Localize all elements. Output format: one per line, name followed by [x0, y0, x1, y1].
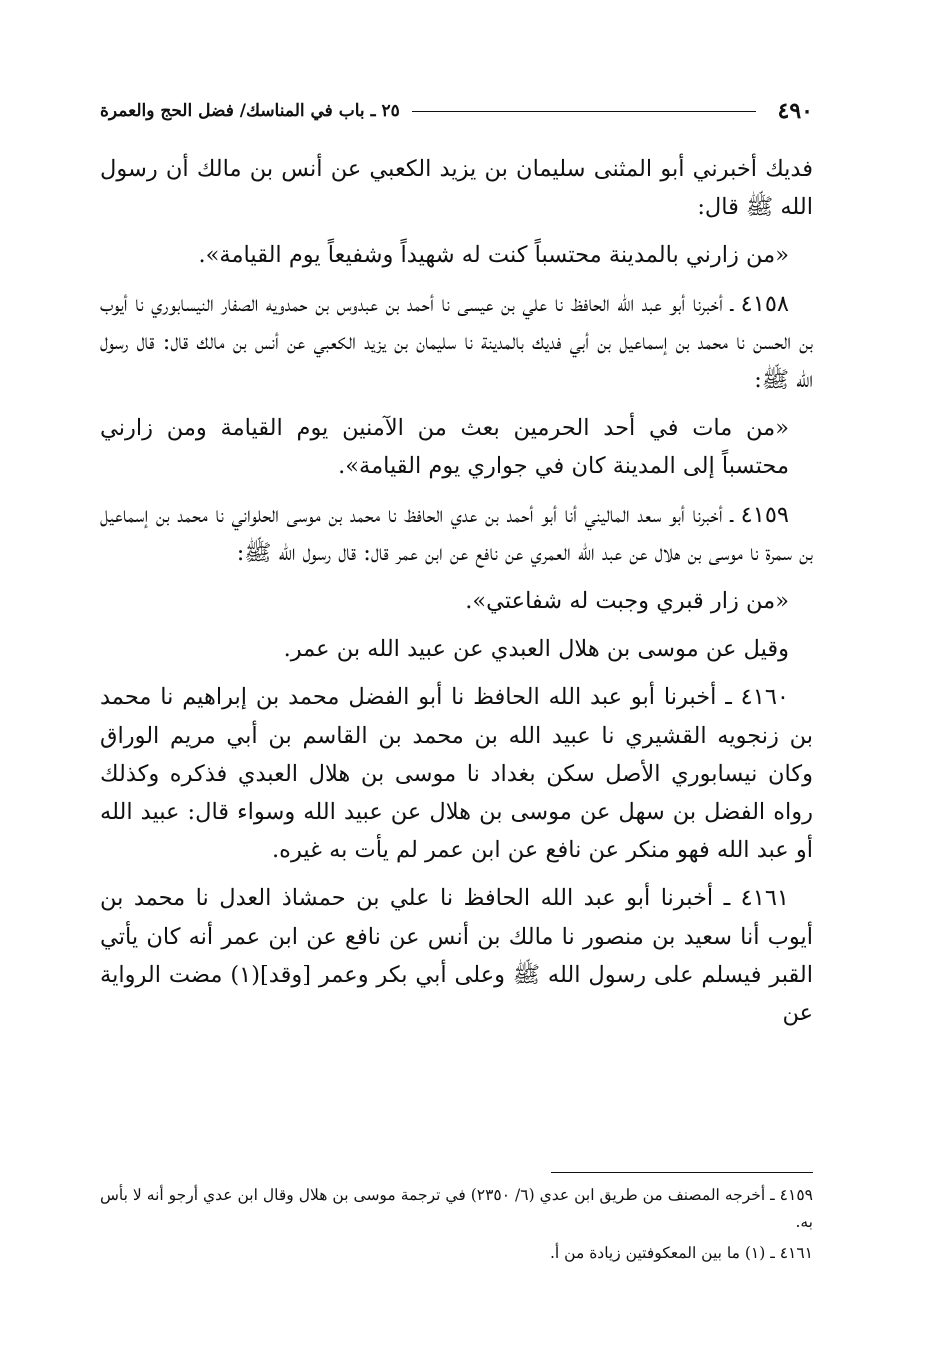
- footnotes: [100, 1182, 813, 1271]
- header-rule: [412, 111, 756, 112]
- page-number: ٤٩٠: [777, 98, 813, 124]
- footnote-divider: [551, 1172, 813, 1173]
- main-text: [100, 150, 813, 1042]
- narration-note: وقيل عن موسى بن هلال العبدي عن عبيد الله بن عمر.: [283, 636, 789, 663]
- hadith-4161: ٤١٦١ ـ أخبرنا أبو عبد الله الحافظ نا علي بن حمشاذ العدل نا محمد بن أيوب أنا سعيد بن منصور نا مالك بن أنس عن نافع عن ابن عمر أنه كان يأتي القبر فيسلم على رسول الله ﷺ وعلى أبي بكر وعمر [وقد](١) مضت الرواية عن: [100, 885, 813, 1027]
- footnote-4161: ٤١٦١ ـ (١) ما بين المعكوفتين زيادة من أ.: [550, 1244, 813, 1262]
- hadith-quote: «من مات في أحد الحرمين بعث من الآمنين يوم القيامة ومن زارني محتسباً إلى المدينة كان في جواري يوم القيامة».: [100, 415, 789, 480]
- hadith-quote: «من زارني بالمدينة محتسباً كنت له شهيداً وشفيعاً يوم القيامة».: [198, 242, 789, 269]
- paragraph-continuation: فديك أخبرني أبو المثنى سليمان بن يزيد الكعبي عن أنس بن مالك أن رسول الله ﷺ قال:: [100, 156, 813, 221]
- hadith-4159: ٤١٥٩ ـ أخبرنا أبو سعد الماليني أنا أبو أحمد بن عدي الحافظ نا محمد بن موسى الحلواني نا محمد بن إسماعيل بن سمرة نا موسى بن هلال عن عبد الله العمري عن نافع عن ابن عمر قال: قال رسول الله ﷺ:: [100, 501, 813, 566]
- hadith-4158: ٤١٥٨ ـ أخبرنا أبو عبد الله الحافظ نا علي بن عيسى نا أحمد بن عبدوس بن حمدويه الصفار النيسابوري نا أيوب بن الحسن نا محمد بن إسماعيل بن أبي فديك بالمدينة نا سليمان بن يزيد الكعبي عن أنس بن مالك قال: قال رسول الله ﷺ:: [100, 290, 813, 394]
- footnote-4159: ٤١٥٩ ـ أخرجه المصنف من طريق ابن عدي (٦/ ٢٣٥٠) في ترجمة موسى بن هلال وقال ابن عدي أرجو أنه لا بأس به.: [100, 1186, 813, 1231]
- running-header: [100, 96, 813, 126]
- hadith-quote: «من زار قبري وجبت له شفاعتي».: [465, 588, 789, 615]
- chapter-title: ٢٥ ـ باب في المناسك/ فضل الحج والعمرة: [100, 101, 400, 121]
- hadith-4160: ٤١٦٠ ـ أخبرنا أبو عبد الله الحافظ نا أبو الفضل محمد بن إبراهيم نا محمد بن زنجويه القشيري نا عبيد الله بن محمد بن القاسم بن أبي مريم الوراق وكان نيسابوري الأصل سكن بغداد نا موسى بن هلال العبدي فذكره وكذلك رواه الفضل بن سهل عن موسى بن هلال عن عبيد الله وسواء قال: عبيد الله أو عبد الله فهو منكر عن نافع عن ابن عمر لم يأت به غيره.: [100, 684, 813, 864]
